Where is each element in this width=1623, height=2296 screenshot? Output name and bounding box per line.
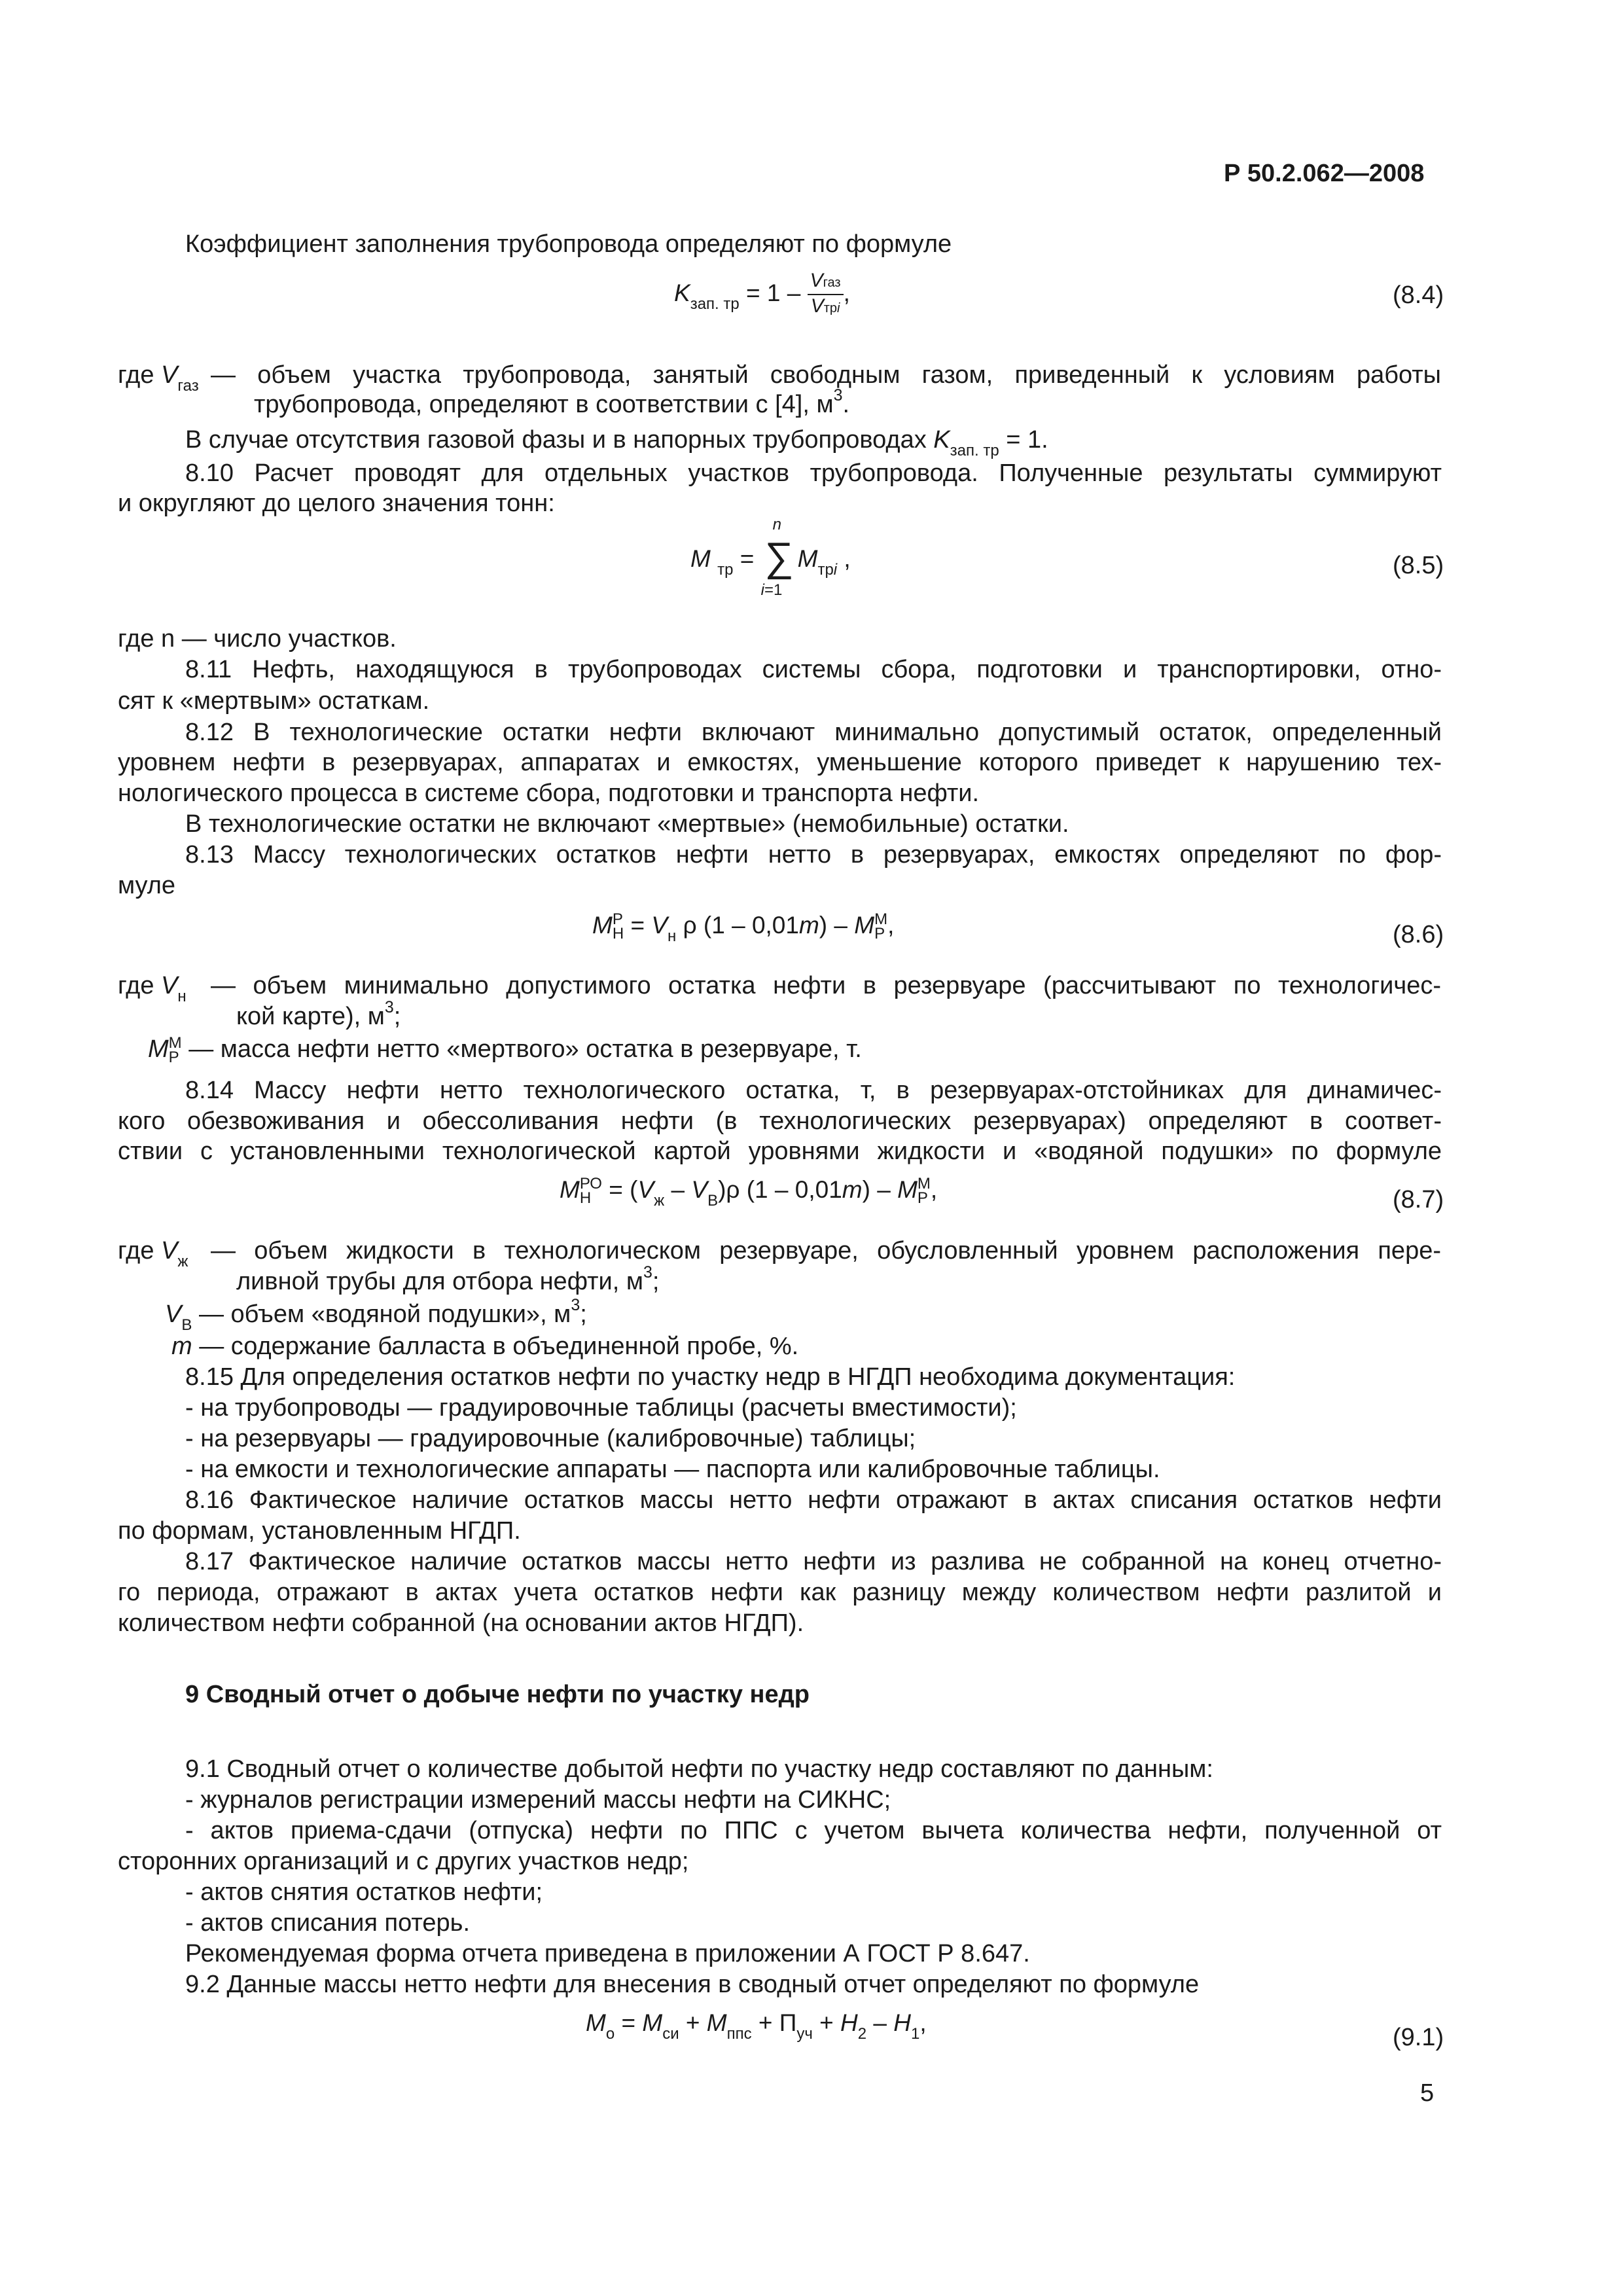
equation-number: (8.4) — [1393, 281, 1444, 309]
line-text: 8.14 Массу нефти нетто технологического остатка, т, в резервуарах-отстойниках для динамичес- — [185, 1077, 1442, 1104]
equation-8-6: M Р Н = $V_н$ ρ (1 – 0,01m) – M М Р , — [592, 910, 895, 945]
line-text: - актов приема-сдачи (отпуска) нефти по ППС с учетом вычета количества нефти, полученной от — [185, 1817, 1442, 1844]
where-label: где $V_н$ — [118, 972, 187, 1005]
paragraph-line: сят к «мертвым» остаткам. — [118, 687, 430, 715]
where-label: где $V_{газ}$ — [118, 361, 199, 395]
where-word: где — [118, 361, 154, 389]
paragraph-line: ливной трубы для отбора нефти, $м^3$; — [236, 1263, 660, 1295]
equation-8-7: M РО Н = $(V_ж - V_В)\rho$ (1 – 0,01m) – M М Р , — [560, 1175, 938, 1210]
line-text: трубопровода, определяют в соответствии с [4], м — [254, 391, 834, 418]
paragraph-line: 8.15 Для определения остатков нефти по участку недр в НГДП необходима документация: — [185, 1363, 1236, 1391]
paragraph-line — [185, 1486, 1442, 1515]
where-label: где $V_ж$ — [118, 1237, 188, 1270]
line-text: — содержание балласта в объединенной пробе, %. — [199, 1333, 799, 1360]
paragraph-line: количеством нефти собранной (на основании актов НГДП). — [118, 1609, 804, 1637]
paragraph-line — [185, 459, 1442, 488]
list-item: - актов списания потерь. — [185, 1909, 471, 1937]
paragraph-line: 9.1 Сводный отчет о количестве добытой нефти по участку недр составляют по данным: — [185, 1755, 1213, 1783]
equation-8-4: $K_{зап. тр} = 1$ – $\frac{\text{Vгаз}}{\text{Vтрi}}$ , — [674, 270, 850, 317]
list-item: - на трубопроводы — градуировочные таблицы (расчеты вместимости); — [185, 1394, 1017, 1422]
paragraph-line — [185, 719, 1442, 747]
paragraph-line: кой карте), $м^3$; — [236, 998, 401, 1030]
page-number: 5 — [1420, 2079, 1435, 2107]
where-word: где — [118, 1237, 154, 1265]
line-text: — объем минимально допустимого остатка нефти в резервуаре (рассчитывают по технологичес- — [211, 972, 1441, 999]
paragraph-line: муле — [118, 872, 176, 899]
paragraph-line: В случае отсутствия газовой фазы и в напорных трубопроводах $K_{зап. тр} = 1$. — [185, 426, 1048, 459]
paragraph-line — [211, 1237, 1441, 1265]
paragraph-line — [118, 1107, 1442, 1136]
line-text: В случае отсутствия газовой фазы и в напорных трубопроводах — [185, 426, 927, 454]
paragraph-line: Коэффициент заполнения трубопровода определяют по формуле — [185, 230, 952, 258]
list-item: - актов снятия остатков нефти; — [185, 1878, 543, 1906]
paragraph-line — [211, 361, 1441, 389]
list-item — [185, 1817, 1442, 1845]
where-label: $V_В$ — объем «водяной подушки», $м^3$; — [165, 1296, 587, 1334]
paragraph-line: Рекомендуемая форма отчета приведена в приложении А ГОСТ Р 8.647. — [185, 1940, 1030, 1967]
where-label: m — содержание балласта в объединенной пробе, %. — [171, 1333, 799, 1360]
paragraph-line: и округляют до целого значения тонн: — [118, 490, 555, 517]
line-text: — объем жидкости в технологическом резервуаре, обусловленный уровнем расположения пере- — [211, 1237, 1441, 1265]
line-text: 8.12 В технологические остатки нефти включают минимально допустимый остаток, определенный — [185, 719, 1442, 746]
line-text: 8.17 Фактическое наличие остатков массы нетто нефти из разлива не собранной на конец отчетно- — [185, 1548, 1442, 1575]
equation-number: (8.6) — [1393, 921, 1444, 948]
equation-number: (8.7) — [1393, 1186, 1444, 1213]
paragraph-line: сторонних организаций и с других участков недр; — [118, 1848, 689, 1875]
paragraph-line: трубопровода, определяют в соответствии с [4], $м^3$. — [254, 386, 850, 418]
line-text: 8.13 Массу технологических остатков нефти нетто в резервуарах, емкостях определяют по фор- — [185, 841, 1442, 869]
list-item: - на емкости и технологические аппараты — паспорта или калибровочные таблицы. — [185, 1456, 1160, 1483]
line-text: кого обезвоживания и обессоливания нефти (в технологических резервуарах) определяют в соответ- — [118, 1107, 1442, 1135]
list-item: - журналов регистрации измерений массы нефти на СИКНС; — [185, 1786, 891, 1814]
equation-8-5: M $_{тр}$ = n ∑ i=1 $M_{трi}$ , — [690, 516, 851, 599]
equation-number: (9.1) — [1393, 2024, 1444, 2051]
paragraph-line — [118, 749, 1442, 777]
line-text: 8.16 Фактическое наличие остатков массы нетто нефти отражают в актах списания остатков нефти — [185, 1486, 1442, 1514]
line-text: го периода, отражают в актах учета остатков нефти как разницу между количеством нефти разлитой и — [118, 1579, 1442, 1606]
paragraph-line — [118, 1579, 1442, 1607]
paragraph-line: В технологические остатки не включают «мертвые» (немобильные) остатки. — [185, 810, 1069, 838]
paragraph-line — [211, 972, 1441, 1000]
where-word: где — [118, 972, 154, 999]
paragraph-line — [185, 841, 1442, 869]
section-heading: 9 Сводный отчет о добыче нефти по участку недр — [185, 1681, 810, 1708]
line-text: ливной трубы для отбора нефти, м — [236, 1268, 643, 1295]
paragraph-line: 9.2 Данные массы нетто нефти для внесения в сводный отчет определяют по формуле — [185, 1971, 1200, 1998]
line-text: ствии с установленными технологической картой уровнями жидкости и «водяной подушки» по формуле — [118, 1138, 1442, 1165]
where-label: M М Р — масса нефти нетто «мертвого» остатка в резервуаре, т. — [148, 1033, 862, 1066]
paragraph-line — [118, 1138, 1442, 1166]
equation-9-1: $M_о = M_{си} + M_{ппс} + П_{уч} + H_2 - H_1$, — [586, 2009, 927, 2043]
paragraph-line: по формам, установленным НГДП. — [118, 1517, 521, 1545]
line-text: — масса нефти нетто «мертвого» остатка в резервуаре, т. — [188, 1035, 862, 1063]
list-item: - на резервуары — градуировочные (калибровочные) таблицы; — [185, 1425, 916, 1452]
line-text: — объем участка трубопровода, занятый свободным газом, приведенный к условиям работы — [211, 361, 1441, 389]
line-text: = 1. — [1006, 426, 1048, 454]
line-text: кой карте), м — [236, 1003, 385, 1030]
document-number: Р 50.2.062—2008 — [1224, 160, 1425, 187]
paragraph-line — [185, 1548, 1442, 1576]
line-text: — объем «водяной подушки», м — [198, 1300, 571, 1328]
line-text: 8.10 Расчет проводят для отдельных участков трубопровода. Полученные результаты суммируют — [185, 459, 1442, 487]
line-text: уровнем нефти в резервуарах, аппаратах и емкостях, уменьшение которого приведет к нарушению тех- — [118, 749, 1442, 776]
paragraph-line — [185, 1077, 1442, 1105]
equation-number: (8.5) — [1393, 552, 1444, 579]
paragraph-line: где n — число участков. — [118, 625, 397, 653]
line-text: 8.11 Нефть, находящуюся в трубопроводах системы сбора, подготовки и транспортировки, отно- — [185, 656, 1442, 683]
paragraph-line: нологического процесса в системе сбора, подготовки и транспорта нефти. — [118, 780, 980, 807]
paragraph-line — [185, 656, 1442, 684]
